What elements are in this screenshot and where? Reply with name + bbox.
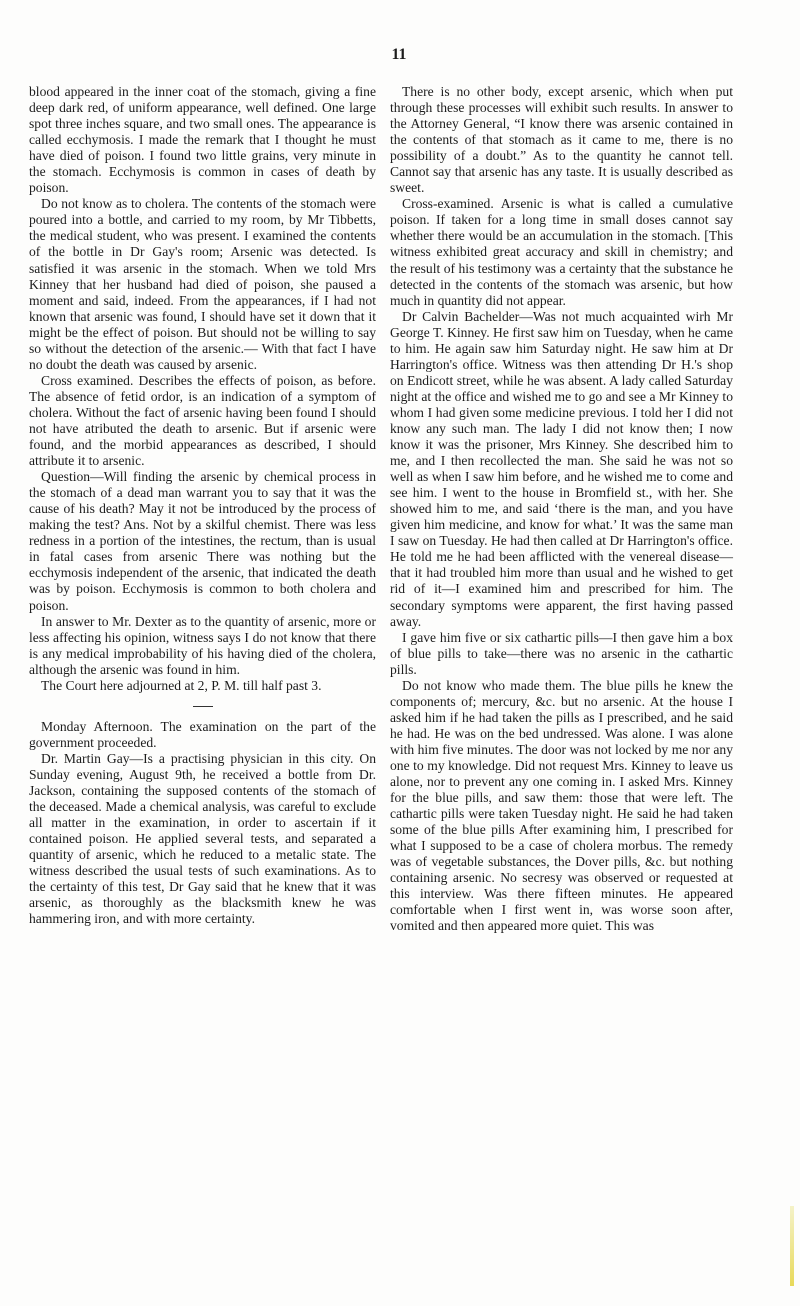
page-number: 11 [391,46,407,63]
section-divider [193,706,213,707]
paragraph: Cross-examined. Arsenic is what is called a cumulative poison. If taken for a long time in small doses cannot say whether there would be an accumulation in the stomach. [This witness exhibited great accuracy and skill in chemistry; and the result of his testimony was a certainty that the substance he detected in the contents of the stomach was arsenic, but how much in quantity did not appear. [390,196,733,308]
paragraph: The Court here adjourned at 2, P. M. till half past 3. [41,677,322,693]
paragraph: Cross examined. Describes the effects of poison, as before. The absence of fetid ordor, is an indication of a symptom of cholera. Without the fact of arsenic having been found I should not have atributed the death to arsenic. But if arsenic were found, and the morbid appearances as described, I should attribute it to arsenic. [29,372,376,469]
paragraph: blood appeared in the inner coat of the stomach, giving a fine deep dark red, of uniform appearance, well defined. One large spot three inches square, and two small ones. The appearance is called ecchymosis. I made the remark that I thought he must have died of poison. I found two little grains, very minute in the stomach. Ecchymosis is common in cases of death by poison. [29,84,376,196]
paragraph: Do not know as to cholera. The contents of the stomach were poured into a bottle, and carried to my room, by Mr Tibbetts, the medical student, who was present. I examined the contents of the bottle in Dr Gay's room; Arsenic was detected. Is satisfied it was arsenic in the stomach. When we told Mrs Kinney that her husband had died of poison, she paused a moment and said, indeed. From the appearances, if I had not known that arsenic was found, I should have set it down that it might be the effect of poison. But should not be willing to say so without the detection of the arsenic.— With that fact I have no doubt the death was caused by arsenic. [29,196,376,372]
paragraph: Dr Calvin Bachelder—Was not much acquainted wirh Mr George T. Kinney. He first saw him on Tuesday, when he came to him. He again saw him Saturday night. He saw him at Dr Harrington's office. Witness was then attending Dr H.'s shop on Endicott street, while he was absent. A lady called Saturday night at the office and wished me to go and see a Mr Kinney to whom I had given some medicine previous. I told her I did not know any such man. The lady I did not know then; I now know it was the prisoner, Mrs Kinney. She described him to me, and I then recollected the man. She said he was not so well as when I saw him before, and he wished me to come and see him. I went to the house in Bromfield st., with her. She showed him to me, and said ‘there is the man, and you have given him medicine, and know for what.’ It was the same man I saw on Tuesday. He had then called at Dr Harrington's office. He told me he had been afflicted with the venereal disease—that it had troubled him more than usual and he wished to get rid of it—I examined him and prescribed for him. The secondary symptoms were apparent, the first having passed away. [390,308,733,629]
paragraph: Dr. Martin Gay—Is a practising physician in this city. On Sunday evening, August 9th, he received a bottle from Dr. Jackson, containing the supposed contents of the stomach of the deceased. Made a chemical analysis, was careful to exclude all matter in the examination, in order to ascertain if it contained poison. He applied several tests, and separated a quantity of arsenic, which he reduced to a metalic state. The witness described the usual tests of such examinations. As to the certainty of this test, Dr Gay said that he knew that it was arsenic, as thoroughly as the blacksmith knew he was hammering iron, and with more certainty. [29,750,376,927]
paragraph: There is no other body, except arsenic, which when put through these processes will exhibit such results. In answer to the Attorney General, “I know there was arsenic contained in the contents of that stomach as it came to me, there is no possibility of a doubt.” As to the quantity he cannot tell. Cannot say that arsenic has any taste. It is usually described as sweet. [390,84,733,196]
left-column [29,84,376,927]
right-column [390,84,733,934]
paragraph: Question—Will finding the arsenic by chemical process in the stomach of a dead man warrant you to say that it was the cause of his death? May it not be introduced by the process of making the test? Ans. Not by a skilful chemist. There was less redness in a portion of the intestines, the rectum, than is usual in fatal cases from arsenic There was nothing but the ecchymosis independent of the arsenic, that indicated the death was by poison. Ecchymosis is common to both cholera and poison. [29,469,376,613]
page-edge-mark [790,1206,794,1286]
paragraph: Do not know who made them. The blue pills he knew the components of; mercury, &c. but no arsenic. At the house I asked him if he had taken the pills as I prescribed, and he said he had. He was on the bed undressed. Was alone. I was alone with him five minutes. The door was not locked by me nor any one to my knowledge. Did not request Mrs. Kinney to leave us alone, nor to prevent any one coming in. I asked Mrs. Kinney for the blue pills, and saw them: those that were left. The cathartic pills were taken Tuesday night. He said he had taken some of the blue pills After examining him, I prescribed for what I supposed to be a case of cholera morbus. The remedy was of vegetable substances, the Dover pills, &c. but nothing containing arsenic. No secresy was observed or requested at this interview. Was there fifteen minutes. He appeared comfortable when I first went in, was worse soon after, vomited and then appeared more quiet. This was [390,677,733,934]
paragraph: Monday Afternoon. The examination on the part of the government proceeded. [29,718,376,750]
paragraph: In answer to Mr. Dexter as to the quantity of arsenic, more or less affecting his opinion, witness says I do not know that there is any medical improbability of his having died of the cholera, although the arsenic was found in him. [29,613,376,677]
paragraph: I gave him five or six cathartic pills—I then gave him a box of blue pills to take—there was no arsenic in the cathartic pills. [390,629,733,677]
